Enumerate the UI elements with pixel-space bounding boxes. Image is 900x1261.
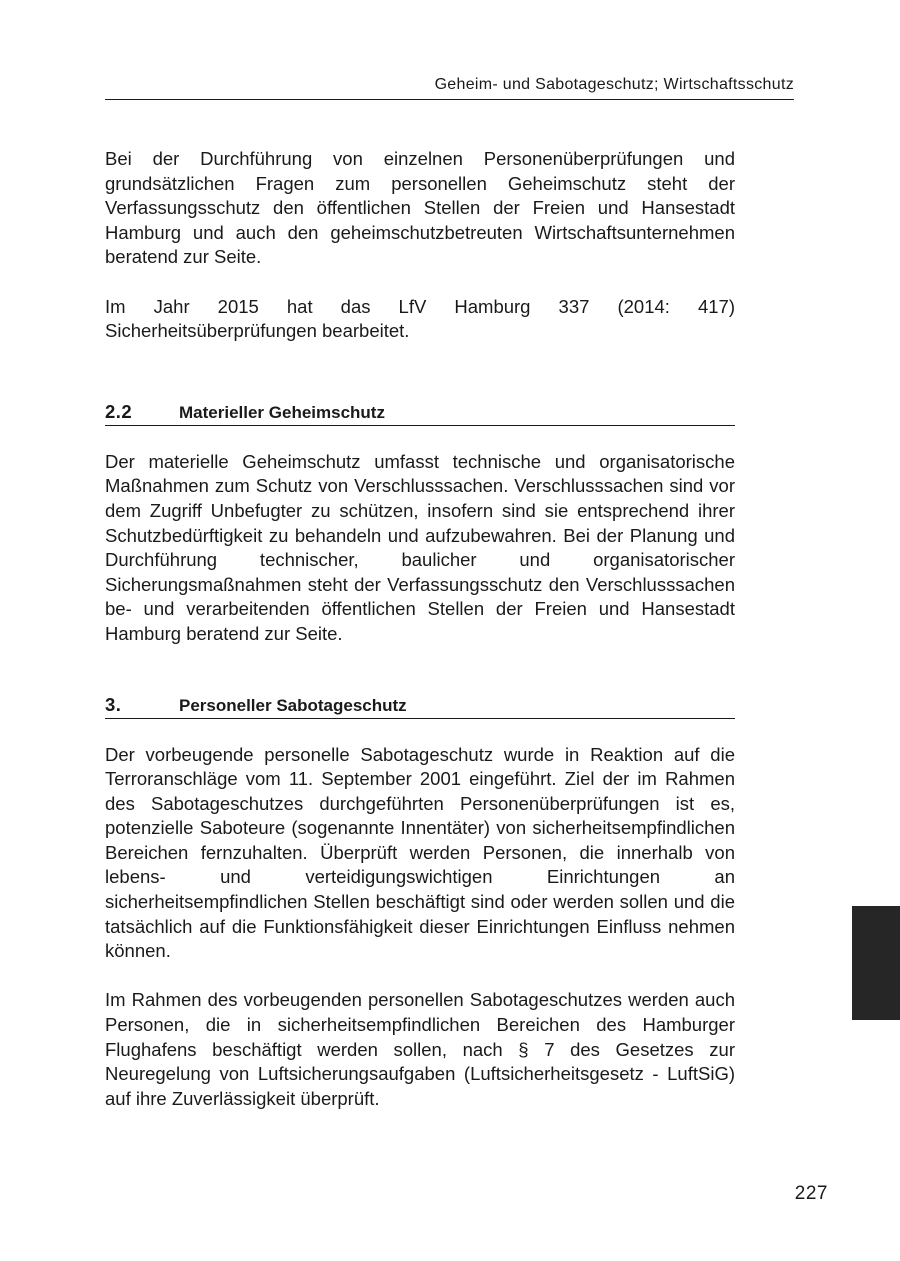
section-heading	[105, 694, 735, 719]
section-number: 3.	[105, 693, 122, 715]
paragraph: Der materielle Geheimschutz umfasst technische und organisatorische Maßnahmen zum Schutz von Verschlusssachen. Verschlusssachen sind vor dem Zugriff Unbefugter zu schützen, insofern sind sie entsprechend ihrer Schutzbedürftigkeit zu behandeln und aufzubewahren. Bei der Planung und Durchführung technischer, baulicher und organisatorischer Sicherungsmaßnahmen steht der Verfassungsschutz den Verschlusssachen be- und verarbeitenden öffentlichen Stellen der Freien und Hansestadt Hamburg beratend zur Seite.	[105, 450, 735, 644]
section-title: Materieller Geheimschutz	[179, 402, 385, 422]
paragraph: Im Rahmen des vorbeugenden personellen Sabotageschutzes werden auch Personen, die in sicherheitsempfindlichen Bereichen des Hamburger Flughafens beschäftigt werden sollen, nach § 7 des Gesetzes zur Neuregelung von Luftsicherungsaufgaben (Luftsicherheitsgesetz - LuftSiG) auf ihre Zuverlässigkeit überprüft.	[105, 989, 735, 1109]
running-header: Geheim- und Sabotageschutz; Wirtschaftsschutz	[105, 76, 794, 100]
section-heading	[105, 401, 735, 426]
page-body	[105, 147, 735, 1111]
section-number: 2.2	[105, 400, 133, 422]
section-title: Personeller Sabotageschutz	[179, 695, 407, 715]
paragraph: Der vorbeugende personelle Sabotageschutz wurde in Reaktion auf die Terroranschläge vom 11. September 2001 eingeführt. Ziel der im Rahmen des Sabotageschutzes durchgeführten Personenüberprüfungen ist es, potenzielle Saboteure (sogenannte Innentäter) von sicherheitsempfindlichen Bereichen fernzuhalten. Überprüft werden Personen, die innerhalb von lebens- und verteidigungswichtigen Einrichtungen an sicherheitsempfindlichen Stellen beschäftigt sind oder werden sollen und die tatsächlich auf die Funktionsfähigkeit dieser Einrichtungen Einfluss nehmen können.	[105, 743, 735, 962]
page-number: 227	[794, 1183, 828, 1204]
paragraph: Im Jahr 2015 hat das LfV Hamburg 337 (2014: 417) Sicherheitsüberprüfungen bearbeitet.	[105, 295, 735, 342]
chapter-thumb-tab	[852, 906, 900, 1020]
paragraph: Bei der Durchführung von einzelnen Personenüberprüfungen und grundsätzlichen Fragen zum personellen Geheimschutz steht der Verfassungsschutz den öffentlichen Stellen der Freien und Hansestadt Hamburg und auch den geheimschutzbetreuten Wirtschaftsunternehmen beratend zur Seite.	[105, 148, 735, 268]
